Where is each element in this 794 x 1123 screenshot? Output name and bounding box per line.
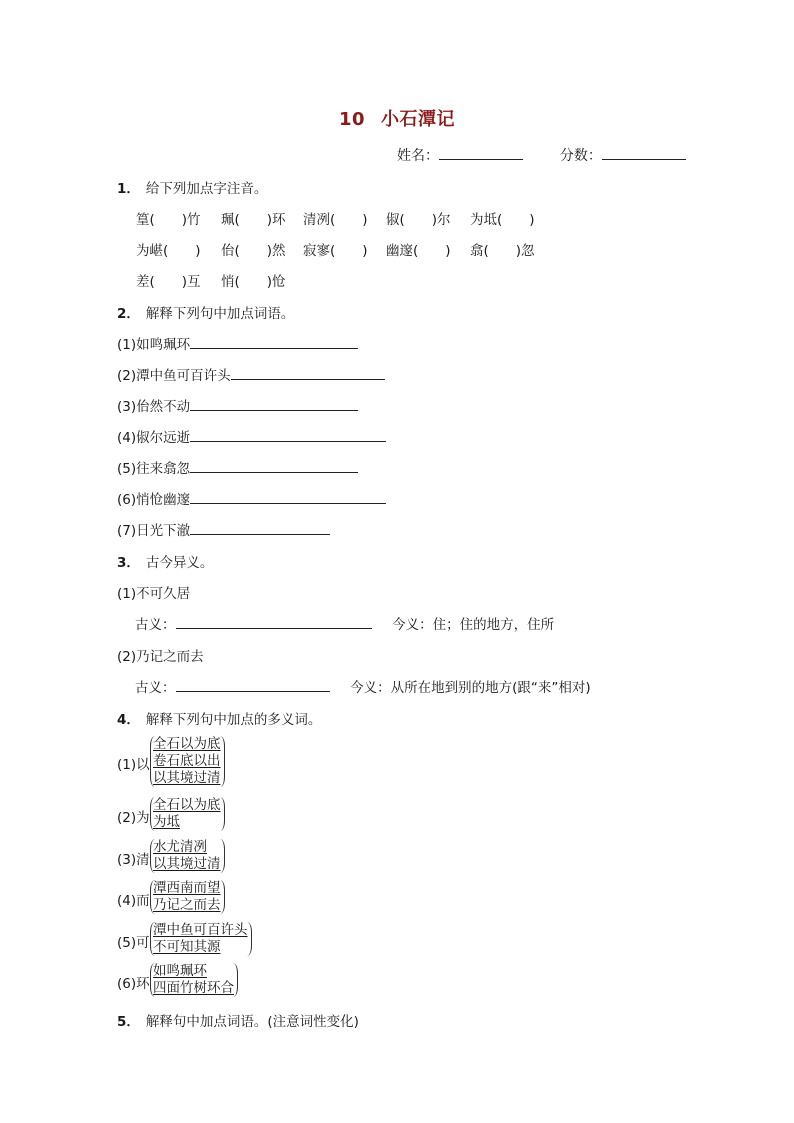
answer-blank[interactable] [190, 521, 330, 535]
pinyin-item: 俶( )尔 [386, 212, 451, 228]
explain-item: (5)往来翕忽 [117, 457, 358, 477]
pinyin-item: 幽邃( ) [386, 243, 451, 259]
question-text: 给下列加点字注音。 [145, 181, 268, 197]
pinyin-item: 佁( )然 [221, 243, 286, 259]
example-sentence: 潭中鱼可百许头 [153, 922, 248, 938]
answer-blank[interactable] [176, 678, 330, 692]
pinyin-item: 为坻( ) [470, 212, 535, 228]
answer-blank[interactable] [190, 490, 386, 504]
question-1-heading [117, 177, 267, 197]
example-sentence: 全石以为底 [153, 736, 221, 752]
example-sentence: 全石以为底 [153, 797, 221, 813]
example-sentence: 以其境过清 [153, 770, 221, 786]
example-sentence: 卷石底以出 [153, 753, 221, 769]
word-label: (1)不可久居 [117, 586, 191, 602]
example-sentence: 潭西南而望 [153, 880, 221, 896]
modern-meaning: 今义：住；住的地方，住所 [392, 617, 555, 633]
answer-blank[interactable] [190, 459, 358, 473]
question-5-heading [117, 1010, 359, 1030]
answer-blank[interactable] [190, 397, 358, 411]
pinyin-item: 翕( )忽 [470, 243, 535, 259]
question-text: 古今异义。 [145, 555, 214, 571]
question-text: 解释下列句中加点词语。 [145, 306, 295, 322]
answer-blank[interactable] [190, 335, 358, 349]
ancient-label: 古义： [135, 680, 176, 696]
example-sentence: 以其境过清 [153, 856, 221, 872]
meaning-row [135, 613, 554, 633]
pinyin-item: 珮( )环 [221, 212, 286, 228]
pinyin-item: 篁( )竹 [136, 212, 201, 228]
explain-item: (4)俶尔远逝 [117, 426, 386, 446]
pinyin-item: 清冽( ) [303, 212, 368, 228]
question-number: 5． [117, 1014, 140, 1030]
polysemy-brace [150, 736, 225, 787]
polysemy-label: (3)清 [117, 852, 150, 868]
question-3-heading [117, 551, 213, 571]
name-score-row [397, 145, 686, 165]
ancient-label: 古义： [135, 617, 176, 633]
polysemy-label: (6)环 [117, 976, 150, 992]
explain-item: (1)如鸣珮环 [117, 333, 358, 353]
question-text: 解释句中加点词语。(注意词性变化) [145, 1014, 359, 1030]
polysemy-brace [150, 963, 238, 997]
question-number: 1． [117, 181, 140, 197]
example-sentence: 乃记之而去 [153, 897, 221, 913]
example-sentence: 如鸣珮环 [153, 963, 207, 979]
example-sentence: 不可知其源 [153, 939, 221, 955]
polysemy-brace [150, 797, 225, 831]
explain-item: (7)日光下澈 [117, 519, 330, 539]
polysemy-label: (2)为 [117, 810, 150, 826]
name-blank[interactable] [439, 146, 523, 160]
answer-blank[interactable] [231, 366, 385, 380]
meaning-row [135, 676, 591, 696]
page-title [0, 105, 794, 131]
example-sentence: 四面竹树环合 [153, 980, 234, 996]
question-4-heading [117, 708, 321, 728]
question-number: 4． [117, 712, 140, 728]
example-sentence: 为坻 [153, 814, 180, 830]
word-label: (2)乃记之而去 [117, 649, 204, 665]
pinyin-item: 为嵁( ) [136, 243, 201, 259]
explain-item: (2)潭中鱼可百许头 [117, 364, 385, 384]
lesson-number: 10 [338, 109, 366, 130]
lesson-title: 小石潭记 [381, 109, 456, 130]
polysemy-label: (1)以 [117, 757, 150, 773]
polysemy-brace [150, 839, 225, 873]
pinyin-item: 差( )互 [136, 274, 201, 290]
pinyin-item: 寂寥( ) [303, 243, 368, 259]
polysemy-brace [150, 880, 225, 914]
explain-item: (6)悄怆幽邃 [117, 488, 386, 508]
modern-meaning: 今义：从所在地到别的地方(跟“来”相对) [350, 680, 591, 696]
answer-blank[interactable] [190, 428, 386, 442]
question-2-heading [117, 302, 294, 322]
question-number: 3． [117, 555, 140, 571]
score-blank[interactable] [602, 146, 686, 160]
score-label: 分数： [559, 148, 602, 164]
answer-blank[interactable] [176, 615, 372, 629]
example-sentence: 水尤清冽 [153, 839, 207, 855]
question-number: 2． [117, 306, 140, 322]
explain-item: (3)佁然不动 [117, 395, 358, 415]
polysemy-label: (5)可 [117, 935, 150, 951]
polysemy-label: (4)而 [117, 893, 150, 909]
question-text: 解释下列句中加点的多义词。 [145, 712, 322, 728]
pinyin-item: 悄( )怆 [221, 274, 286, 290]
name-label: 姓名： [397, 148, 439, 164]
polysemy-brace [150, 922, 252, 956]
